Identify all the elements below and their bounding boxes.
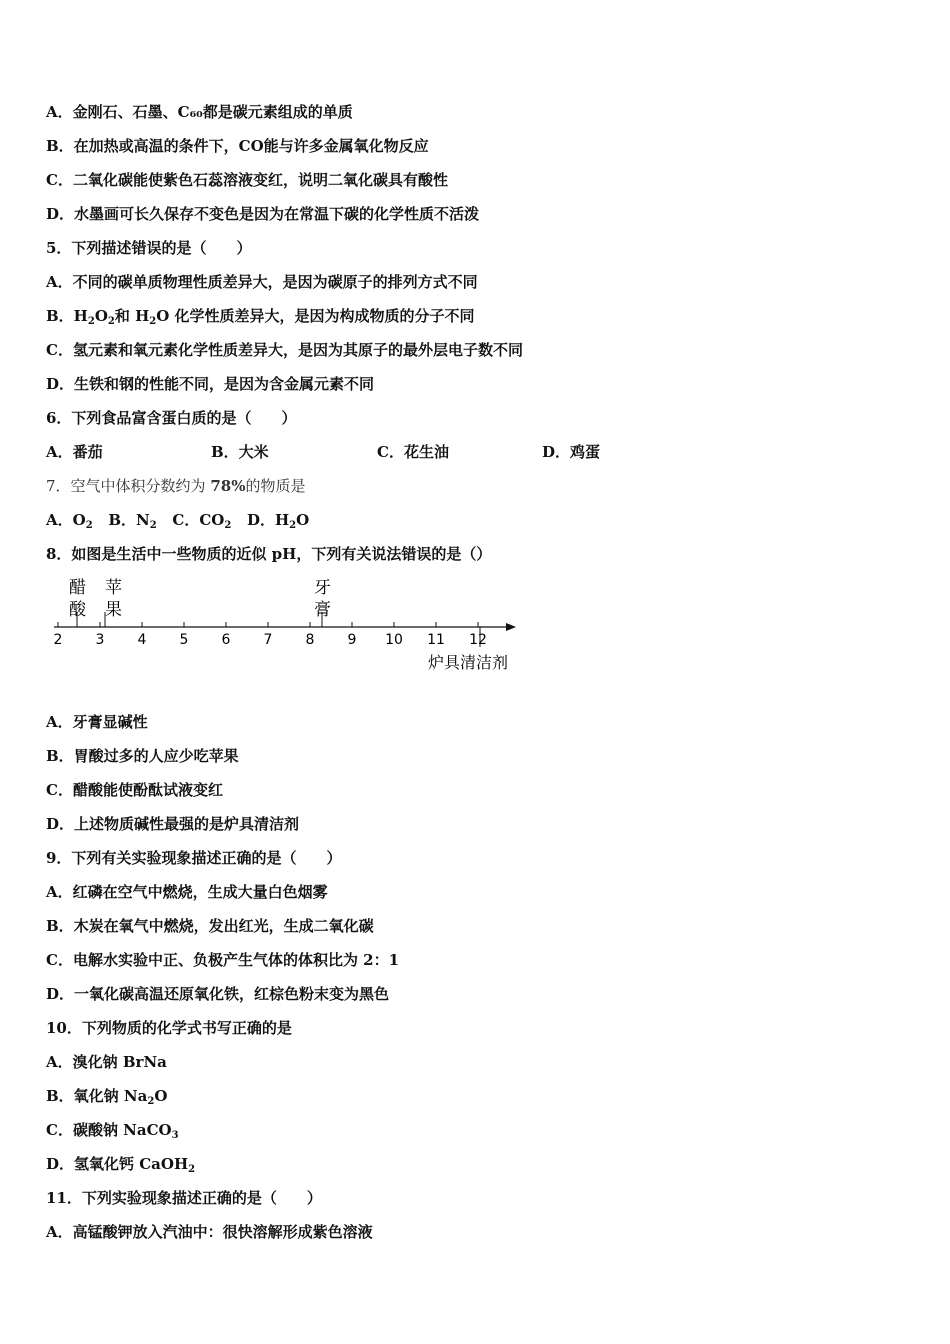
q8-option-d: D．上述物质碱性最强的是炉具清洁剂	[46, 815, 300, 833]
q9-option-a: A．红磷在空气中燃烧，生成大量白色烟雾	[46, 883, 328, 901]
ph-scale-figure	[50, 572, 530, 677]
q8-option-c: C．醋酸能使酚酞试液变红	[46, 781, 223, 799]
q11-stem: 11．下列实验现象描述正确的是（ ）	[46, 1189, 322, 1207]
q9-option-c: C．电解水实验中正、负极产生气体的体积比为 2：1	[46, 951, 400, 969]
q6-options	[46, 442, 600, 462]
q8-stem: 8．如图是生活中一些物质的近似 pH，下列有关说法错误的是（）	[46, 545, 492, 563]
q10-option-b: B．氧化钠 $Na_2O$	[46, 1087, 168, 1107]
ph-tick-label: 7	[263, 632, 273, 648]
ph-tick-label: 5	[179, 632, 189, 648]
q5-stem: 5．下列描述错误的是（ ）	[46, 239, 252, 257]
cleaner-label: 炉具清洁剂	[428, 653, 509, 672]
q7-options	[46, 510, 309, 530]
ph-tick-label: 8	[305, 632, 315, 648]
q8-option-b: B．胃酸过多的人应少吃苹果	[46, 747, 239, 765]
q6-option-c: C．花生油	[377, 443, 449, 461]
toothpaste-label-2: 膏	[314, 600, 331, 620]
q5-option-b: B．$H_2O_2$和 $H_2O$ 化学性质差异大，是因为构成物质的分子不同	[46, 307, 475, 327]
q6-option-a: A．番茄	[46, 443, 103, 461]
apple-label-2: 果	[105, 600, 122, 620]
q9-option-d: D．一氧化碳高温还原氧化铁，红棕色粉末变为黑色	[46, 985, 390, 1003]
q6-option-d: D．鸡蛋	[542, 443, 601, 461]
q5-option-d: D．生铁和钢的性能不同，是因为含金属元素不同	[46, 375, 375, 393]
q10-stem: 10．下列物质的化学式书写正确的是	[46, 1019, 292, 1037]
q4-option-c: C．二氧化碳能使紫色石蕊溶液变红，说明二氧化碳具有酸性	[46, 171, 448, 189]
ph-axis-arrow	[506, 623, 516, 631]
apple-label-1: 苹	[105, 578, 122, 598]
q9-option-b: B．木炭在氧气中燃烧，发出红光，生成二氧化碳	[46, 917, 374, 935]
q7-option-c: C．$CO_2$	[172, 511, 232, 531]
q4-option-a: A．金刚石、石墨、C₆₀都是碳元素组成的单质	[46, 103, 353, 121]
ph-tick-label: 2	[53, 632, 63, 648]
q7-option-a: A．$O_2$	[46, 511, 93, 531]
ph-tick-label: 3	[95, 632, 105, 648]
q6-option-b: B．大米	[211, 443, 269, 461]
q6-stem: 6．下列食品富含蛋白质的是（ ）	[46, 409, 297, 427]
vinegar-label-2: 酸	[69, 600, 86, 620]
q7-option-b: B．$N_2$	[108, 511, 157, 531]
q10-option-d: D．氢氧化钙 CaOH$_2$	[46, 1155, 196, 1175]
ph-tick-label: 9	[347, 632, 357, 648]
toothpaste-label-1: 牙	[314, 578, 331, 598]
q5-option-a: A．不同的碳单质物理性质差异大，是因为碳原子的排列方式不同	[46, 273, 478, 291]
vinegar-label-1: 醋	[69, 578, 86, 598]
ph-tick-label: 12	[469, 632, 487, 648]
ph-ticks	[54, 622, 487, 648]
q10-option-a: A．溴化钠 BrNa	[46, 1053, 167, 1071]
ph-tick-label: 4	[137, 632, 147, 648]
q10-option-c: C．碳酸钠 NaCO$_3$	[46, 1121, 179, 1141]
q4-option-d: D．水墨画可长久保存不变色是因为在常温下碳的化学性质不活泼	[46, 205, 480, 223]
q7-stem: 7．空气中体积分数约为 78%的物质是	[46, 477, 306, 495]
q7-option-d: D．$H_2O$	[246, 511, 310, 531]
ph-tick-label: 6	[221, 632, 231, 648]
q9-stem: 9．下列有关实验现象描述正确的是（ ）	[46, 849, 342, 867]
ph-tick-label: 11	[427, 632, 445, 648]
q4-option-b: B．在加热或高温的条件下，CO能与许多金属氧化物反应	[46, 137, 429, 155]
ph-tick-label: 10	[385, 632, 403, 648]
q11-option-a: A．高锰酸钾放入汽油中：很快溶解形成紫色溶液	[46, 1223, 373, 1241]
q5-option-c: C．氢元素和氧元素化学性质差异大，是因为其原子的最外层电子数不同	[46, 341, 523, 359]
q8-option-a: A．牙膏显碱性	[46, 713, 148, 731]
